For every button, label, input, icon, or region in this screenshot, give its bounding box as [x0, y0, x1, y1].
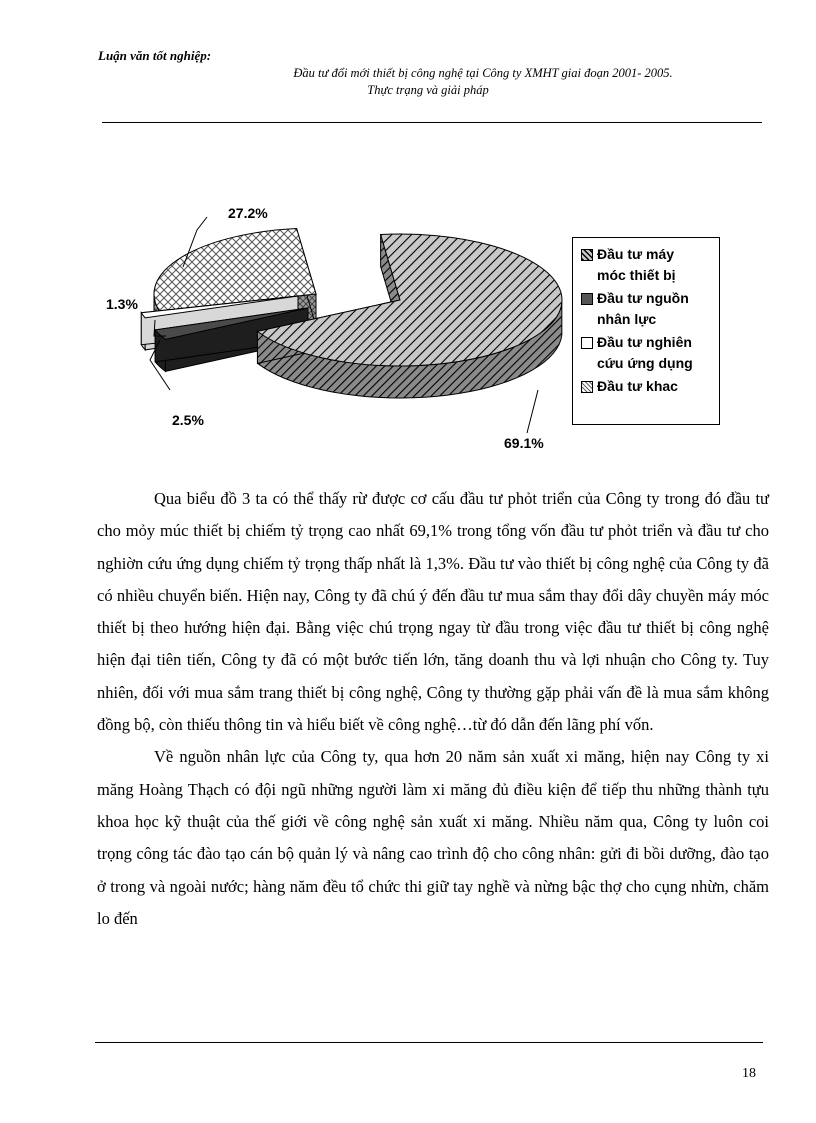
header-rule — [102, 122, 762, 123]
footer-rule — [95, 1042, 763, 1043]
legend-swatch-labor — [581, 293, 593, 305]
legend-swatch-research — [581, 337, 593, 349]
legend-text-research-2: cứu ứng dụng — [597, 355, 693, 371]
page-number: 18 — [742, 1066, 756, 1081]
legend-text-labor-1: Đầu tư nguồn — [597, 290, 689, 306]
legend-item-other — [581, 376, 715, 397]
pie-group — [141, 228, 562, 398]
slice-label-labor: 2.5% — [172, 412, 204, 428]
slice-label-other: 27.2% — [228, 205, 268, 221]
legend-item-machinery — [581, 244, 715, 286]
header-title: Đầu tư đổi mới thiết bị công nghệ tại Công ty XMHT giai đoạn 2001- 2005. — [293, 66, 673, 80]
legend-item-labor — [581, 288, 715, 330]
header-label: Luận văn tốt nghiệp: — [98, 48, 212, 63]
body-text — [97, 483, 769, 935]
legend-text-machinery-2: móc thiết bị — [597, 267, 676, 283]
paragraph-1: Qua biểu đồ 3 ta có thể thấy rừ được cơ cấu đầu tư phỏt triển của Công ty trong đó đầu tư cho mỏy múc thiết bị chiếm tỷ trọng cao nhất 69,1% trong tổng vốn đầu tư phỏt triển và đầu tư cho nghiờn cứu ứng dụng chiếm tỷ trọng thấp nhất là 1,3%. Đầu tư vào thiết bị công nghệ của Công ty đã có nhiều chuyển biến. Hiện nay, Công ty đã chú ý đến đầu tư mua sắm thay đổi dây chuyền máy móc thiết bị theo hướng hiện đại. Bằng việc chú trọng ngay từ đầu trong việc đầu tư thiết bị công nghệ hiện đại tiên tiến, Công ty đã có một bước tiến lớn, tăng doanh thu và lợi nhuận cho Công ty. Tuy nhiên, đối với mua sắm trang thiết bị công nghệ, Công ty thường gặp phải vấn đề là mua sắm không đồng bộ, còn thiếu thông tin và hiểu biết về công nghệ…từ đó dẫn đến lãng phí vốn. — [97, 489, 769, 735]
slice-label-research: 1.3% — [106, 296, 138, 312]
legend-swatch-other — [581, 381, 593, 393]
legend-swatch-machinery — [581, 249, 593, 261]
chart-legend — [572, 237, 720, 425]
legend-text-labor-2: nhân lực — [597, 311, 657, 327]
legend-item-research — [581, 332, 715, 374]
header-subtitle: Thực trạng và giải pháp — [367, 83, 489, 97]
paragraph-2: Về nguồn nhân lực của Công ty, qua hơn 20 năm sản xuất xi măng, hiện nay Công ty xi măng Hoàng Thạch có đội ngũ những người làm xi măng đủ điều kiện để tiếp thu những thành tựu khoa học kỹ thuật của thế giới về công nghệ sản xuất xi măng. Nhiều năm qua, Công ty luôn coi trọng công tác đào tạo cán bộ quản lý và nâng cao trình độ cho công nhân: gửi đi bồi dưỡng, đào tạo ở trong và ngoài nước; hàng năm đều tổ chức thi giữ tay nghề và nừng bậc thợ cho cụng nhừn, chăm lo đến — [97, 747, 769, 928]
legend-text-machinery-1: Đầu tư máy — [597, 246, 675, 262]
legend-text-research-1: Đầu tư nghiên — [597, 334, 692, 350]
legend-text-other-1: Đầu tư khac — [597, 378, 678, 394]
slice-label-machinery: 69.1% — [504, 435, 544, 451]
